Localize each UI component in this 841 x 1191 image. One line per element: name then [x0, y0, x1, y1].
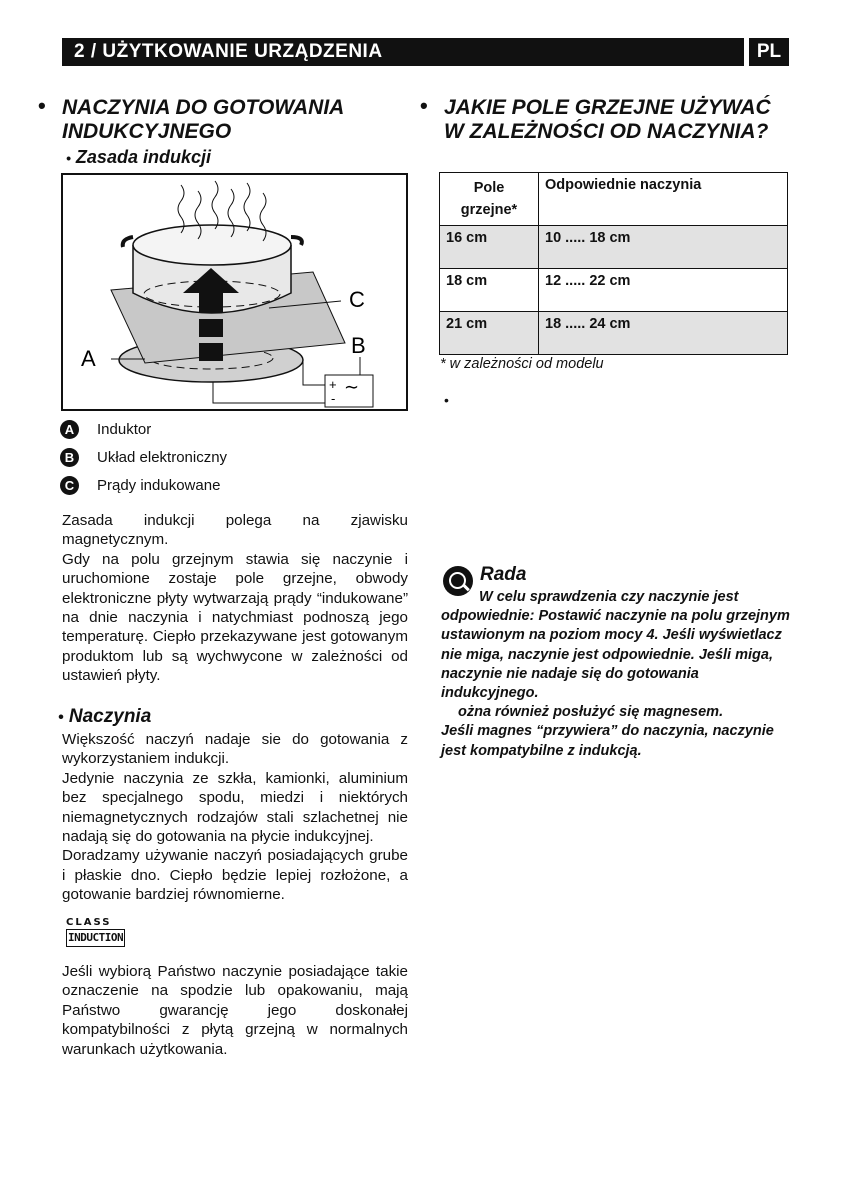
- label-b: B: [351, 333, 366, 358]
- legend-text-a: Induktor: [97, 420, 152, 438]
- logo-induction-text: INDUCTION: [66, 929, 125, 947]
- induction-text: [62, 511, 408, 686]
- table-row: [440, 269, 788, 312]
- label-plus: +: [329, 377, 337, 392]
- right-heading-line1: JAKIE POLE GRZEJNE UŻYWAĆ: [444, 96, 771, 119]
- table-row: [440, 226, 788, 269]
- table-header-pots: Odpowiednie naczynia: [539, 173, 788, 226]
- subheading-induction: • Zasada indukcji: [66, 147, 211, 167]
- tip-conclusion: Jeśli magnes “przywiera” do naczynia, naczynie jest kompatybilne z indukcją.: [441, 723, 774, 759]
- tip-title: Rada: [480, 564, 527, 585]
- left-heading: [62, 96, 344, 144]
- label-ac-wave: ∼: [344, 377, 360, 398]
- left-heading-line2: INDUKCYJNEGO: [62, 120, 232, 143]
- label-minus: -: [331, 391, 336, 406]
- table-header-text: Pole: [473, 180, 505, 196]
- tip-text: [441, 588, 791, 761]
- bullet-icon: •: [444, 392, 449, 408]
- subheading-pots: • Naczynia: [58, 706, 152, 727]
- table-footnote: * w zależności od modelu: [440, 356, 604, 372]
- paragraph: Zasada indukcji polega na zjawisku magnetycznym.: [62, 512, 408, 549]
- tip-paragraph: odpowiednie: Postawić naczynie na polu grzejnym ustawionym na poziom mocy 4. Jeśli wyświetlacz nie miga, naczynie jest odpowiednie. Jeśli miga, naczynie nie nadaje się do gotowania indukcyjnego.: [441, 608, 790, 702]
- left-heading-line1: NACZYNIA DO GOTOWANIA: [62, 96, 345, 119]
- legend-text-c: Prądy indukowane: [97, 476, 221, 494]
- bullet-icon: •: [38, 93, 46, 118]
- table-cell: 18 cm: [440, 269, 539, 312]
- language-badge: PL: [749, 38, 789, 66]
- table-row: [440, 312, 788, 355]
- table-header-row: [440, 173, 788, 226]
- table-cell: 16 cm: [440, 226, 539, 269]
- induction-diagram-svg: [63, 175, 406, 409]
- tip-magnet: ożna również posłużyć się magnesem.: [458, 704, 724, 721]
- label-c: C: [349, 287, 365, 312]
- right-heading: [444, 96, 771, 144]
- legend-item-a: [60, 418, 151, 440]
- paragraph: Gdy na polu grzejnym stawia się naczynie i uruchomione zostaje pole grzejne, obwody elektroniczne płyty wytwarzają prądy “indukowane” na dnie naczynia i natychmiast podnoszą jego temperaturę. Ciepło przekazywane jest gotowanym produktom lub są wychwycone w zależności od ustawień płyty.: [62, 550, 408, 685]
- table-header-field: [440, 173, 539, 226]
- subheading-induction-text: Zasada indukcji: [75, 147, 211, 167]
- right-heading-line2: W ZALEŻNOŚCI OD NACZYNIA?: [444, 120, 769, 143]
- legend-key-b: B: [60, 448, 79, 467]
- subheading-pots-text: Naczynia: [68, 706, 152, 727]
- paragraph: Jedynie naczynia ze szkła, kamionki, aluminium bez specjalnego spodu, miedzi i niektórych niemagnetycznych rodzajów stali szlachetnej nie nadają się do gotowania na płycie indukcyjnej.: [62, 769, 408, 846]
- pots-text: [62, 730, 408, 905]
- legend-item-b: [60, 446, 227, 468]
- paragraph: Doradzamy używanie naczyń posiadających grube i płaskie dno. Ciepło będzie lepiej rozłożone, a gotowanie bardziej równomierne.: [62, 847, 408, 904]
- bullet-icon: •: [420, 93, 428, 118]
- logo-text: [62, 962, 408, 1059]
- table-cell: 18 ..... 24 cm: [539, 312, 788, 355]
- pot-size-table: [439, 172, 788, 355]
- label-a: A: [81, 346, 96, 371]
- legend-text-b: Układ elektroniczny: [97, 448, 228, 466]
- paragraph: Większość naczyń nadaje sie do gotowania z wykorzystaniem indukcji.: [62, 731, 408, 768]
- section-header: 2 / UŻYTKOWANIE URZĄDZENIA: [62, 38, 744, 66]
- tip-line: W celu sprawdzenia czy naczynie jest: [479, 589, 739, 605]
- logo-class-text: CLASS: [66, 917, 112, 928]
- table-header-text: grzejne*: [460, 202, 518, 218]
- table-cell: 12 ..... 22 cm: [539, 269, 788, 312]
- induction-diagram: [61, 173, 408, 411]
- legend-item-c: [60, 474, 220, 496]
- class-induction-logo: [66, 917, 126, 955]
- paragraph: Jeśli wybiorą Państwo naczynie posiadające takie oznaczenie na spodzie lub opakowaniu, mają Państwo gwarancję jego doskonałej kompatybilności z płytą grzejną w normalnych warunkach użytkowania.: [62, 963, 408, 1058]
- table-cell: 21 cm: [440, 312, 539, 355]
- legend-key-a: A: [60, 420, 79, 439]
- table-cell: 10 ..... 18 cm: [539, 226, 788, 269]
- legend-key-c: C: [60, 476, 79, 495]
